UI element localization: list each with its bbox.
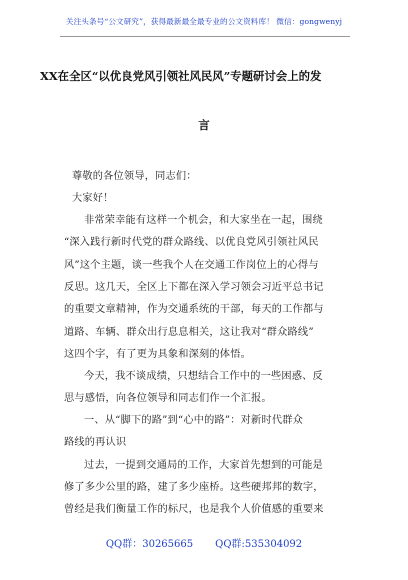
paragraph-line: 过去，一提到交通局的工作，大家首先想到的可能是: [84, 460, 323, 471]
paragraph-line: 非常荣幸能有这样一个机会，和大家坐在一起，围绕: [84, 215, 323, 226]
paragraph-line: 道路、车辆、群众出行息息相关，这让我对“群众路线”: [64, 327, 314, 338]
paragraph-line: 思与感悟，向各位领导和同志们作一个汇报。: [64, 393, 272, 404]
paragraph-line: 反思。这几天，全区上下都在深入学习领会习近平总书记: [64, 282, 324, 293]
section-heading-line: 一、从“脚下的路”到“心中的路”：对新时代群众: [84, 415, 303, 426]
salutation: 尊敬的各位领导，同志们：: [72, 171, 197, 182]
document-title-line-1: XX在全区“以优良党风引领社风民风”专题研讨会上的发: [40, 69, 322, 83]
paragraph-line: 今天，我不谈成绩，只想结合工作中的一些困惑、反: [84, 371, 323, 382]
paragraph-line: 风”这个主题，谈一些我个人在交通工作岗位上的心得与: [64, 260, 319, 271]
greeting: 大家好！: [72, 193, 114, 204]
document-title-line-2: 言: [198, 118, 210, 132]
header-divider: [60, 36, 350, 37]
paragraph-line: 曾经是我们衡量工作的标尺，也是我个人价值感的重要来: [64, 504, 324, 515]
paragraph-line: “深入践行新时代党的群众路线、以优良党风引领社风民: [64, 237, 319, 248]
header-banner: 关注头条号“公文研究”，获得最新最全最专业的公文资料库！ 微信：gongwenyj: [65, 17, 343, 26]
footer-qq-group-2: QQ群:535304092: [215, 539, 303, 550]
footer-qq-group-1: QQ群：30265665: [105, 539, 194, 550]
footer-contact: [0, 535, 408, 550]
paragraph-line: 这四个字，有了更为具象和深刻的体悟。: [64, 349, 251, 360]
section-heading-line: 路线的再认识: [64, 437, 127, 448]
paragraph-line: 的重要文章精神，作为交通系统的干部，每天的工作都与: [64, 304, 324, 315]
paragraph-line: 修了多少公里的路，建了多少座桥。这些硬邦邦的数字，: [64, 482, 324, 493]
